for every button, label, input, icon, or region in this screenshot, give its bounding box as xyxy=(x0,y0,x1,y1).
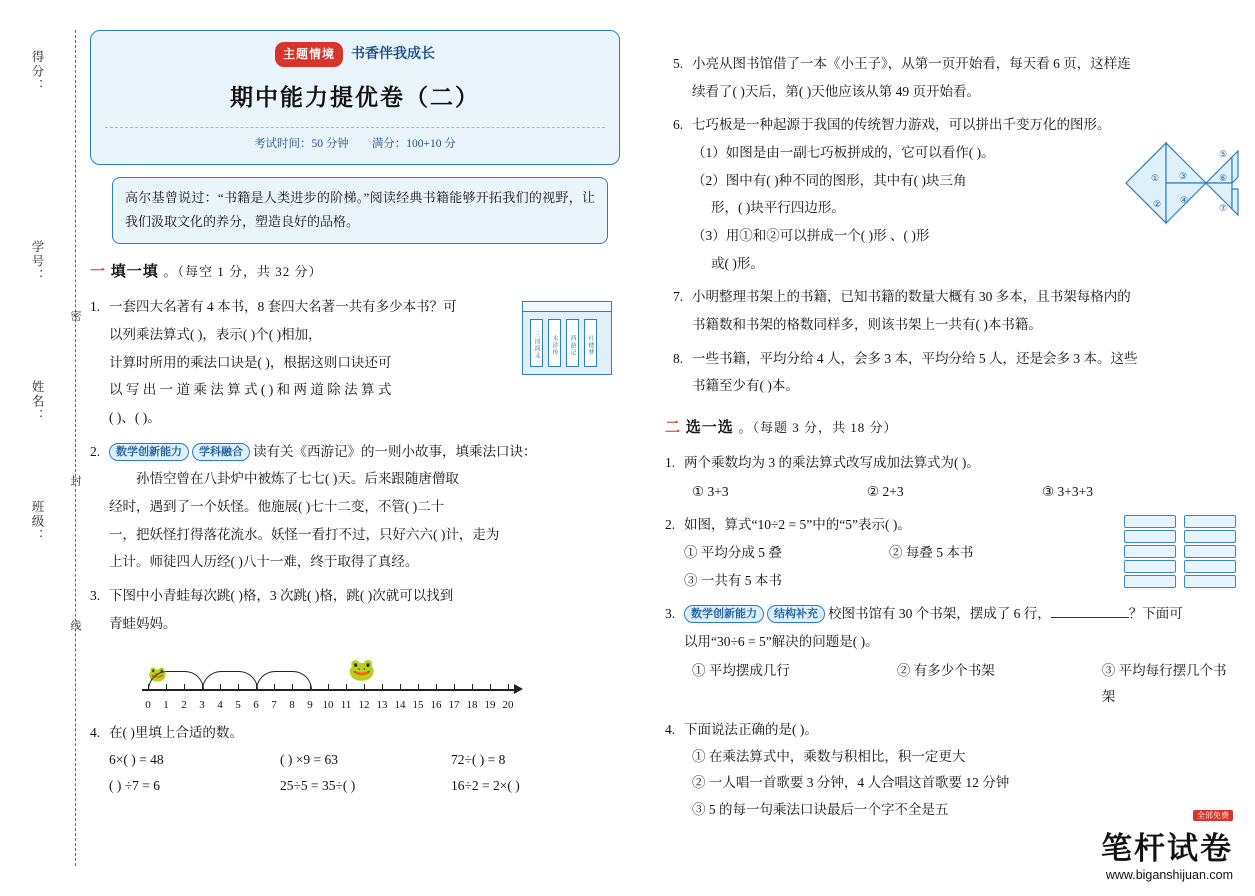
question-6 xyxy=(673,111,1240,277)
question-4 xyxy=(90,719,622,747)
fill-expression: 16÷2 = 2×( ) xyxy=(451,778,520,794)
question-5-line-2: 续看了( )天后，第( )天他应该从第 49 页开始看。 xyxy=(692,83,980,99)
question-8-line-2: 书籍至少有( )本。 xyxy=(692,378,799,394)
number-line-tick xyxy=(508,684,509,690)
question-4-line-1: 在( )里填上合适的数。 xyxy=(109,725,243,741)
seal-mark-3: 线 xyxy=(69,620,81,631)
exam-meta xyxy=(105,127,605,155)
tangram-label: ② xyxy=(1153,199,1162,210)
number-line-tick xyxy=(454,684,455,690)
book-pile xyxy=(1124,515,1176,590)
book-layer xyxy=(1184,560,1236,573)
exam-time: 考试时间：50 分钟 xyxy=(254,138,349,151)
choice-3-stem-a: 校图书馆有 30 个书架，摆成了 6 行， xyxy=(828,606,1051,622)
question-8 xyxy=(673,345,1240,400)
number-line-tick xyxy=(274,684,275,690)
tangram-label: ⑥ xyxy=(1219,173,1228,184)
question-8-number: 8. xyxy=(673,350,684,366)
badge-structure: 结构补充 xyxy=(767,605,825,623)
book-layer xyxy=(1124,575,1176,588)
badge-innovation: 数学创新能力 xyxy=(109,443,189,461)
binding-dashed-line xyxy=(75,30,77,866)
number-line-illustration xyxy=(142,645,542,717)
number-line-label: 1 xyxy=(163,699,169,712)
badge-interdisciplinary: 学科融合 xyxy=(192,443,250,461)
badge-innovation: 数学创新能力 xyxy=(684,605,764,623)
section-1-header xyxy=(90,258,622,287)
quote-box: 高尔基曾说过：“书籍是人类进步的阶梯。”阅读经典书籍能够开拓我们的视野，让我们汲取文化的养分，塑造良好的品格。 xyxy=(112,177,608,244)
number-line-tick xyxy=(148,684,149,690)
section-1-index: 一 xyxy=(90,263,107,280)
book-layer xyxy=(1184,545,1236,558)
question-6-sub-4: （3）用①和②可以拼成一个( )形 、( )形 xyxy=(692,228,930,244)
book-layer xyxy=(1184,515,1236,528)
choice-1-number: 1. xyxy=(665,455,676,471)
number-line-tick xyxy=(400,684,401,690)
number-line-tick xyxy=(220,684,221,690)
fill-expression: 6×( ) = 48 xyxy=(109,751,164,767)
section-2-index: 二 xyxy=(665,420,682,437)
book-layer xyxy=(1124,560,1176,573)
number-line-tick xyxy=(166,684,167,690)
option-a[interactable]: ① 平均分成 5 叠 xyxy=(684,544,782,560)
number-line-label: 12 xyxy=(358,699,370,712)
choice-2-stem: 如图，算式“10÷2 = 5”中的“5”表示( )。 xyxy=(684,517,911,533)
question-6-sub-2: （2）图中有( )种不同的图形，其中有( )块三角 xyxy=(692,172,967,188)
option-b[interactable]: ② 一人唱一首歌要 3 分钟，4 人合唱这首歌要 12 分钟 xyxy=(692,775,1010,791)
choice-question-1 xyxy=(665,449,1240,477)
bookshelf-illustration xyxy=(522,301,618,381)
choice-1-options xyxy=(692,479,1240,505)
number-line-label: 3 xyxy=(199,699,205,712)
question-1 xyxy=(90,293,622,431)
option-c[interactable]: ③ 一共有 5 本书 xyxy=(684,572,782,588)
question-5-line-1: 小亮从图书馆借了一本《小王子》，从第一页开始看，每天看 6 页，这样连 xyxy=(692,56,1131,71)
question-2-line-1: 孙悟空曾在八卦炉中被炼了七七( )天。后来跟随唐僧取 xyxy=(136,471,459,487)
number-line-label: 0 xyxy=(145,699,151,712)
tangram-label: ⑤ xyxy=(1219,149,1228,160)
section-2-points: 。（每题 3 分，共 18 分） xyxy=(738,420,898,436)
book-spine: 西游记 xyxy=(566,319,579,367)
theme-text: 书香伴我成长 xyxy=(351,47,435,62)
question-5-number: 5. xyxy=(673,56,684,71)
book-spine: 红楼梦 xyxy=(584,319,597,367)
question-6-line-1: 七巧板是一种起源于我国的传统智力游戏，可以拼出千变万化的图形。 xyxy=(692,117,1111,133)
choice-3-number: 3. xyxy=(665,606,676,622)
number-line-tick xyxy=(364,684,365,690)
theme-banner xyxy=(105,41,605,68)
question-3 xyxy=(90,582,622,637)
number-line-label: 18 xyxy=(466,699,478,712)
binding-strip xyxy=(18,30,81,866)
question-6-sub-1: （1）如图是由一副七巧板拼成的，它可以看作( )。 xyxy=(692,145,995,161)
book-layer xyxy=(1124,515,1176,528)
number-line-tick xyxy=(184,684,185,690)
choice-question-3 xyxy=(665,600,1240,655)
number-line-label: 2 xyxy=(181,699,187,712)
question-2-lead: 读有关《西游记》的一则小故事，填乘法口诀： xyxy=(253,443,537,459)
number-line-label: 8 xyxy=(289,699,295,712)
question-7-number: 7. xyxy=(673,289,684,305)
number-line-label: 19 xyxy=(484,699,496,712)
question-6-sub-3: 形，( )块平行四边形。 xyxy=(711,200,845,216)
number-line-label: 13 xyxy=(376,699,388,712)
fill-expression: ( ) ×9 = 63 xyxy=(280,751,338,767)
tangram-label: ⑦ xyxy=(1219,203,1228,214)
tangram-label: ① xyxy=(1151,173,1160,184)
question-1-line-2: 以列乘法算式( )，表示( )个( )相加， xyxy=(109,326,322,342)
option-c[interactable]: ③ 3+3+3 xyxy=(1042,483,1093,499)
brand-name: 笔杆试卷 xyxy=(1101,831,1233,866)
number-line-label: 7 xyxy=(271,699,277,712)
choice-3-options xyxy=(692,658,1240,711)
number-line-tick xyxy=(490,684,491,690)
question-2-line-3: 一，把妖怪打得落花流水。妖怪一看打不过，只好六六( )计，走为 xyxy=(109,526,500,542)
question-1-line-1: 一套四大名著有 4 本书，8 套四大名著一共有多少本书？可 xyxy=(109,299,457,315)
book-piles-illustration xyxy=(1124,515,1244,607)
fill-expression: 72÷( ) = 8 xyxy=(451,751,506,767)
question-3-number: 3. xyxy=(90,587,101,603)
choice-3-stem-c: 以用“30÷6 = 5”解决的问题是( )。 xyxy=(684,633,879,649)
question-2-number: 2. xyxy=(90,443,101,459)
number-line-arrow-icon xyxy=(514,684,523,694)
number-line-label: 10 xyxy=(322,699,334,712)
question-6-number: 6. xyxy=(673,117,684,133)
mother-frog-icon: 🐸 xyxy=(348,657,376,683)
number-line-tick xyxy=(310,684,311,690)
number-line-tick xyxy=(238,684,239,690)
choice-question-2 xyxy=(665,511,1240,594)
number-line-label: 6 xyxy=(253,699,259,712)
book-layer xyxy=(1184,530,1236,543)
book-spine: 三国演义 xyxy=(530,319,543,367)
seal-mark-1: 密 xyxy=(69,310,81,321)
number-line-tick xyxy=(346,684,347,690)
question-2-lead-row xyxy=(109,438,622,466)
tangram-label: ③ xyxy=(1179,171,1188,182)
student-number-label: 学号： xyxy=(30,240,44,284)
fill-expression: 25÷5 = 35÷( ) xyxy=(280,778,356,794)
number-line-tick xyxy=(256,684,257,690)
number-line-label: 14 xyxy=(394,699,406,712)
number-line-label: 9 xyxy=(307,699,313,712)
answer-blank-line[interactable] xyxy=(1051,604,1129,618)
option-a[interactable]: ① 3+3 xyxy=(692,483,729,499)
question-6-sub-5: 或( )形。 xyxy=(711,255,764,271)
tangram-label: ④ xyxy=(1180,195,1189,206)
question-2 xyxy=(90,438,622,576)
question-1-number: 1. xyxy=(90,299,101,315)
left-column xyxy=(82,30,622,800)
number-line-tick xyxy=(382,684,383,690)
number-line-label: 16 xyxy=(430,699,442,712)
seal-mark-2: 封 xyxy=(69,475,81,486)
number-line-tick xyxy=(418,684,419,690)
option-b[interactable]: ② 2+3 xyxy=(867,483,904,499)
choice-2-number: 2. xyxy=(665,517,676,533)
hop-arc xyxy=(256,671,312,690)
number-line-label: 5 xyxy=(235,699,241,712)
number-line-tick xyxy=(328,684,329,690)
number-line-label: 15 xyxy=(412,699,424,712)
question-7-line-2: 书籍数和书架的格数同样多，则该书架上一共有( )本书籍。 xyxy=(692,317,1042,333)
score-label: 得分： xyxy=(30,50,44,94)
option-c[interactable]: ③ 平均每行摆几个书架 xyxy=(1101,662,1227,704)
question-1-line-5: ( )、( )。 xyxy=(109,409,161,425)
tangram-illustration xyxy=(1120,129,1240,237)
question-1-line-4: 以 写 出 一 道 乘 法 算 式 ( ) 和 两 道 除 法 算 式 xyxy=(109,382,392,398)
number-line-label: 11 xyxy=(340,699,352,712)
book-pile xyxy=(1184,515,1236,590)
option-a[interactable]: ① 在乘法算式中，乘数与积相比，积一定更大 xyxy=(692,748,966,764)
question-7 xyxy=(673,283,1240,338)
choice-question-4 xyxy=(665,716,1240,744)
question-3-line-1: 下图中小青蛙每次跳( )格，3 次跳( )格，跳( )次就可以找到 xyxy=(109,587,454,603)
section-2-header xyxy=(665,414,1240,443)
choice-4-number: 4. xyxy=(665,722,676,738)
question-1-line-3: 计算时所用的乘法口诀是( )，根据这则口诀还可 xyxy=(109,354,392,370)
class-label: 班级： xyxy=(30,500,44,544)
number-line-tick xyxy=(202,684,203,690)
book-layer xyxy=(1184,575,1236,588)
section-2-title: 选一选 xyxy=(685,420,734,437)
choice-1-stem: 两个乘数均为 3 的乘法算式改写成加法算式为( )。 xyxy=(684,455,980,471)
question-8-line-1: 一些书籍，平均分给 4 人，会多 3 本，平均分给 5 人，还是会多 3 本。这些 xyxy=(692,350,1138,366)
brand-url: www.biganshijuan.com xyxy=(1105,868,1233,882)
number-line-label: 4 xyxy=(217,699,223,712)
number-line-tick xyxy=(436,684,437,690)
fill-expression: ( ) ÷7 = 6 xyxy=(109,778,161,794)
book-spine: 水浒传 xyxy=(548,319,561,367)
hop-arc xyxy=(148,671,204,690)
option-b[interactable]: ② 有多少个书架 xyxy=(896,662,995,678)
number-line-tick xyxy=(292,684,293,690)
option-b[interactable]: ② 每叠 5 本书 xyxy=(889,544,974,560)
hop-arc xyxy=(202,671,258,690)
choice-3-stem-b: ？下面可 xyxy=(1128,606,1183,622)
section-1-points: 。（每空 1 分，共 32 分） xyxy=(163,263,323,279)
baby-frog-icon: 🐸 xyxy=(148,667,167,684)
question-2-line-2: 经时，遇到了一个妖怪。他施展( )七十二变，不管( )二十 xyxy=(109,498,445,514)
page-title: 期中能力提优卷（二） xyxy=(230,85,480,111)
theme-pill: 主题情境 xyxy=(275,42,343,67)
exam-header xyxy=(90,30,620,165)
number-line-label: 17 xyxy=(448,699,460,712)
question-7-line-1: 小明整理书架上的书籍，已知书籍的数量大概有 30 多本，且书架每格内的 xyxy=(692,289,1131,305)
option-a[interactable]: ① 平均摆成几行 xyxy=(692,662,790,678)
exam-score: 满分：100+10 分 xyxy=(371,138,456,151)
free-seal-badge: 全部免费 xyxy=(1193,810,1233,821)
question-4-number: 4. xyxy=(90,725,101,741)
book-layer xyxy=(1124,545,1176,558)
question-4-grid xyxy=(109,747,622,800)
footer-brand xyxy=(1101,805,1233,882)
question-5 xyxy=(673,50,1240,105)
right-column xyxy=(665,30,1240,823)
choice-4-stem: 下面说法正确的是( )。 xyxy=(684,722,818,738)
number-line-tick xyxy=(472,684,473,690)
student-name-label: 姓名： xyxy=(30,380,44,424)
option-c[interactable]: ③ 5 的每一句乘法口诀最后一个字不全是五 xyxy=(692,801,949,817)
section-1-title: 填一填 xyxy=(110,263,159,280)
question-2-line-4: 上计。师徒四人历经( )八十一难，终于取得了真经。 xyxy=(109,554,419,570)
book-layer xyxy=(1124,530,1176,543)
number-line-label: 20 xyxy=(502,699,514,712)
question-3-line-2: 青蛙妈妈。 xyxy=(109,615,177,631)
